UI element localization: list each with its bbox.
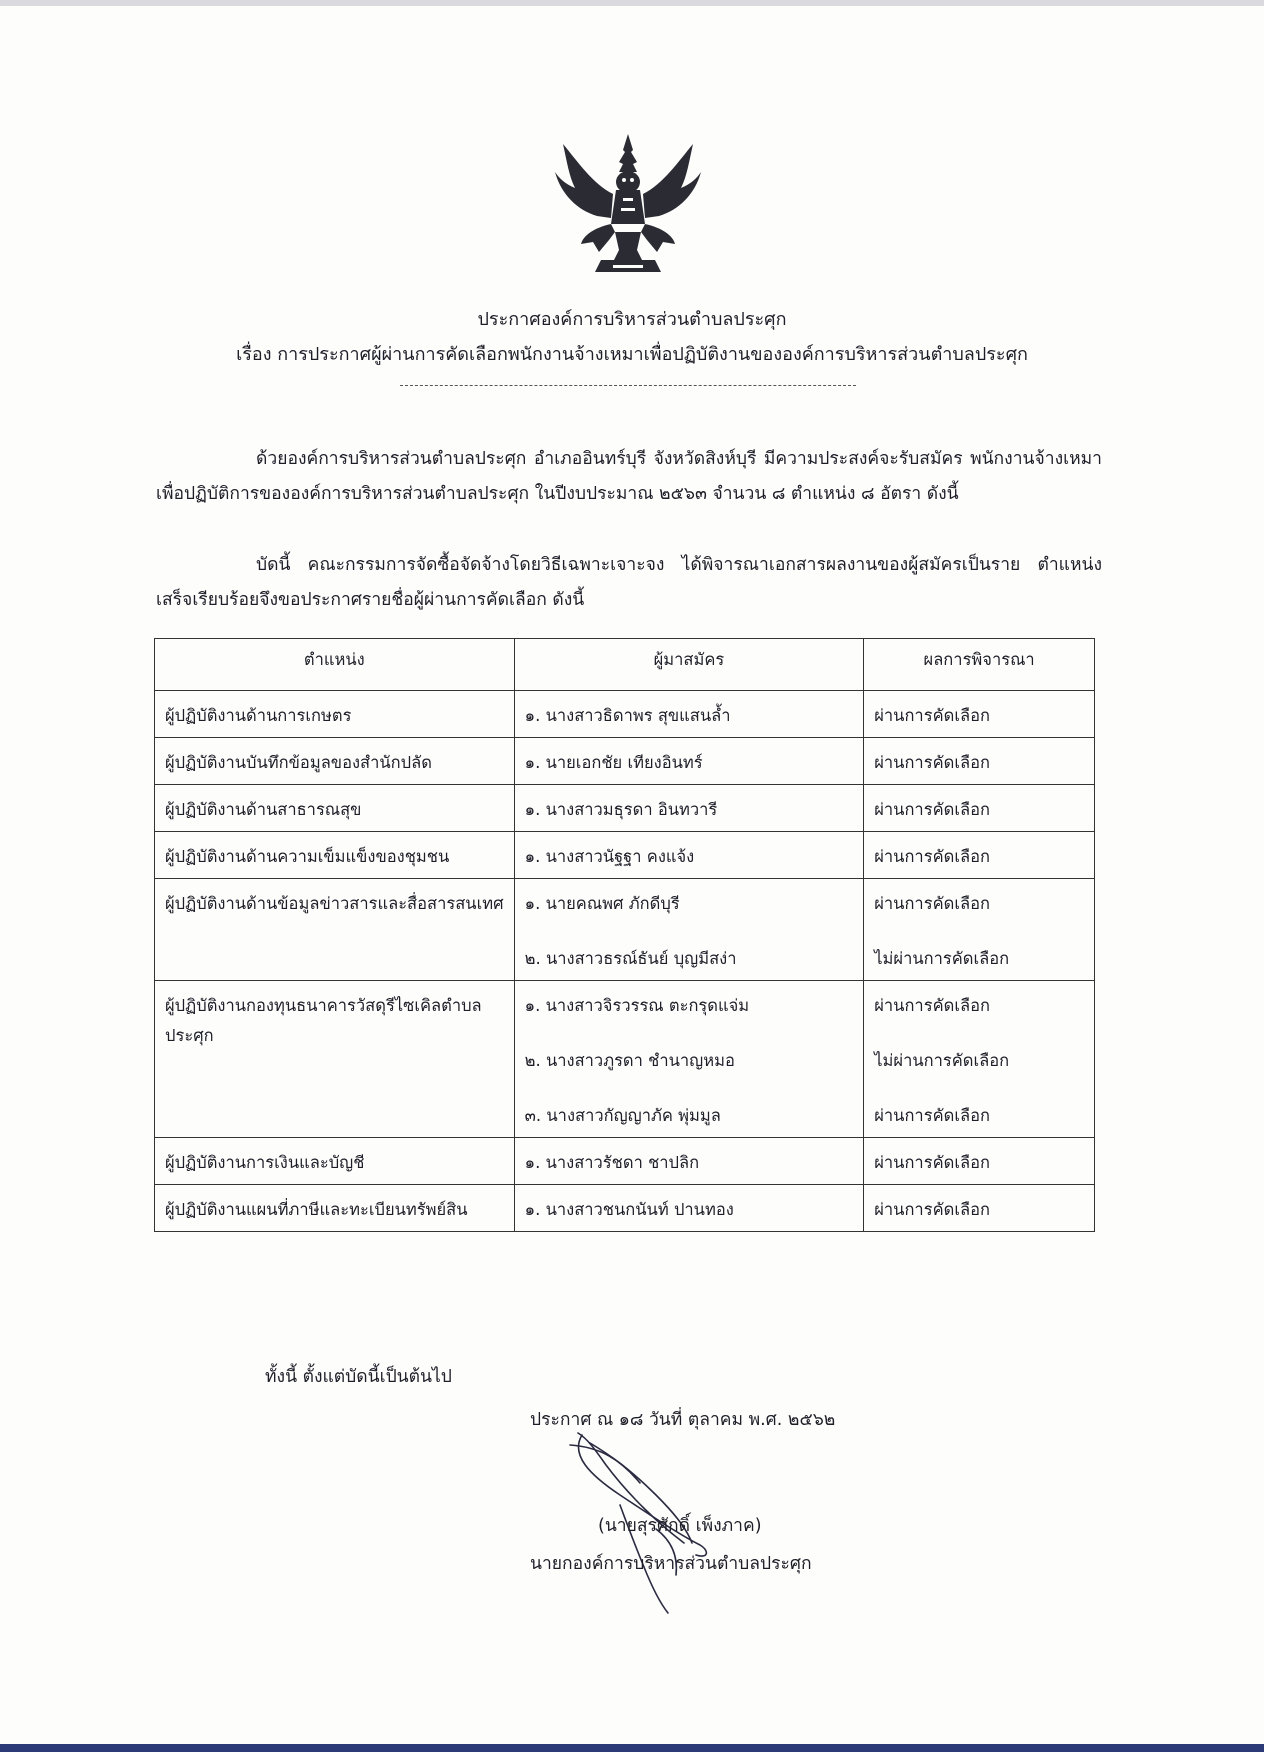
applicant-cell xyxy=(514,879,864,981)
announcement-date: ประกาศ ณ ๑๘ วันที่ ตุลาคม พ.ศ. ๒๕๖๒ xyxy=(530,1410,836,1430)
intro-paragraph: ด้วยองค์การบริหารส่วนตำบลประศุก อำเภออินทร์บุรี จังหวัดสิงห์บุรี มีความประสงค์จะรับสมัคร พนักงานจ้างเหมาเพื่อปฏิบัติการขององค์การบริหารส่วนตำบลประศุก ในปีงบประมาณ ๒๕๖๓ จำนวน ๘ ตำแหน่ง ๘ อัตรา ดังนี้ xyxy=(156,449,1102,504)
result-cell xyxy=(864,832,1095,879)
applicant-name: ๑. นายคณพศ ภักดีบุรี xyxy=(524,894,680,913)
column-header-position: ตำแหน่ง xyxy=(155,639,515,691)
position-cell: ผู้ปฏิบัติงานด้านการเกษตร xyxy=(155,691,515,738)
garuda-emblem-icon xyxy=(553,132,703,282)
table-header-row xyxy=(155,639,1095,691)
signer-title: นายกองค์การบริหารส่วนตำบลประศุก xyxy=(530,1554,812,1574)
result-cell xyxy=(864,1138,1095,1185)
result-status: ผ่านการคัดเลือก xyxy=(874,1106,990,1125)
result-paragraph: บัดนี้ คณะกรรมการจัดซื้อจัดจ้างโดยวิธีเฉพาะเจาะจง ได้พิจารณาเอกสารผลงานของผู้สมัครเป็นราย ตำแหน่งเสร็จเรียบร้อยจึงขอประกาศรายชื่อผู้ผ่านการคัดเลือก ดังนี้ xyxy=(156,555,1102,610)
applicant-name: ๒. นางสาวธรณ์ธันย์ บุญมีสง่า xyxy=(524,949,737,968)
result-cell xyxy=(864,879,1095,981)
applicant-name: ๑. นางสาวชนกนันท์ ปานทอง xyxy=(524,1200,734,1219)
table-row xyxy=(155,1138,1095,1185)
position-cell: ผู้ปฏิบัติงานด้านความเข็มแข็งของชุมชน xyxy=(155,832,515,879)
applicant-cell xyxy=(514,785,864,832)
column-header-applicant: ผู้มาสมัคร xyxy=(514,639,864,691)
result-cell xyxy=(864,981,1095,1138)
result-status: ผ่านการคัดเลือก xyxy=(874,1200,990,1219)
applicant-cell xyxy=(514,1138,864,1185)
position-cell: ผู้ปฏิบัติงานแผนที่ภาษีและทะเบียนทรัพย์สิน xyxy=(155,1185,515,1232)
applicant-name: ๑. นางสาวจิรวรรณ ตะกรุดแจ่ม xyxy=(524,996,750,1015)
result-cell xyxy=(864,1185,1095,1232)
scan-edge-bottom xyxy=(0,1744,1264,1752)
applicant-cell xyxy=(514,1185,864,1232)
applicant-cell xyxy=(514,981,864,1138)
position-cell: ผู้ปฏิบัติงานด้านสาธารณสุข xyxy=(155,785,515,832)
result-cell xyxy=(864,691,1095,738)
closing-statement: ทั้งนี้ ตั้งแต่บัดนี้เป็นต้นไป xyxy=(265,1367,452,1387)
applicant-cell xyxy=(514,738,864,785)
position-cell: ผู้ปฏิบัติงานกองทุนธนาคารวัสดุรีไซเคิลตำบลประศุก xyxy=(155,981,515,1138)
signer-name: (นายสุรศักดิ์ เพ็งภาค) xyxy=(598,1516,762,1536)
table-row xyxy=(155,879,1095,981)
applicant-name: ๒. นางสาวภูรดา ชำนาญหมอ xyxy=(524,1051,735,1070)
table-row xyxy=(155,691,1095,738)
applicant-name: ๑. นางสาวรัชดา ชาปลิก xyxy=(524,1153,700,1172)
column-header-result: ผลการพิจารณา xyxy=(864,639,1095,691)
result-status: ไม่ผ่านการคัดเลือก xyxy=(874,1051,1010,1070)
applicant-cell xyxy=(514,832,864,879)
result-status: ผ่านการคัดเลือก xyxy=(874,847,990,866)
table-row xyxy=(155,981,1095,1138)
result-status: ไม่ผ่านการคัดเลือก xyxy=(874,949,1010,968)
position-cell: ผู้ปฏิบัติงานการเงินและบัญชี xyxy=(155,1138,515,1185)
result-status: ผ่านการคัดเลือก xyxy=(874,1153,990,1172)
result-status: ผ่านการคัดเลือก xyxy=(874,996,990,1015)
applicant-name: ๓. นางสาวกัญญาภัค พุ่มมูล xyxy=(524,1106,721,1125)
table-row xyxy=(155,785,1095,832)
position-cell: ผู้ปฏิบัติงานบันทึกข้อมูลของสำนักปลัด xyxy=(155,738,515,785)
applicant-name: ๑. นางสาวนัฐฐา คงแจ้ง xyxy=(524,847,695,866)
applicant-name: ๑. นางสาวธิดาพร สุขแสนล้ำ xyxy=(524,706,731,725)
applicant-name: ๑. นายเอกชัย เทียงอินทร์ xyxy=(524,753,703,772)
result-status: ผ่านการคัดเลือก xyxy=(874,753,990,772)
result-cell xyxy=(864,785,1095,832)
announcement-title: ประกาศองค์การบริหารส่วนตำบลประศุก xyxy=(477,309,787,330)
table-row xyxy=(155,738,1095,785)
results-table xyxy=(154,638,1095,1232)
applicant-name: ๑. นางสาวมธุรดา อินทวารี xyxy=(524,800,718,819)
result-status: ผ่านการคัดเลือก xyxy=(874,706,990,725)
result-cell xyxy=(864,738,1095,785)
title-divider xyxy=(400,385,856,386)
result-status: ผ่านการคัดเลือก xyxy=(874,894,990,913)
position-cell: ผู้ปฏิบัติงานด้านข้อมูลข่าวสารและสื่อสารสนเทศ xyxy=(155,879,515,981)
scan-edge-top xyxy=(0,0,1264,6)
applicant-cell xyxy=(514,691,864,738)
result-status: ผ่านการคัดเลือก xyxy=(874,800,990,819)
table-row xyxy=(155,832,1095,879)
announcement-subject: เรื่อง การประกาศผู้ผ่านการคัดเลือกพนักงานจ้างเหมาเพื่อปฏิบัติงานขององค์การบริหารส่วนตำบลประศุก xyxy=(236,344,1028,365)
table-row xyxy=(155,1185,1095,1232)
